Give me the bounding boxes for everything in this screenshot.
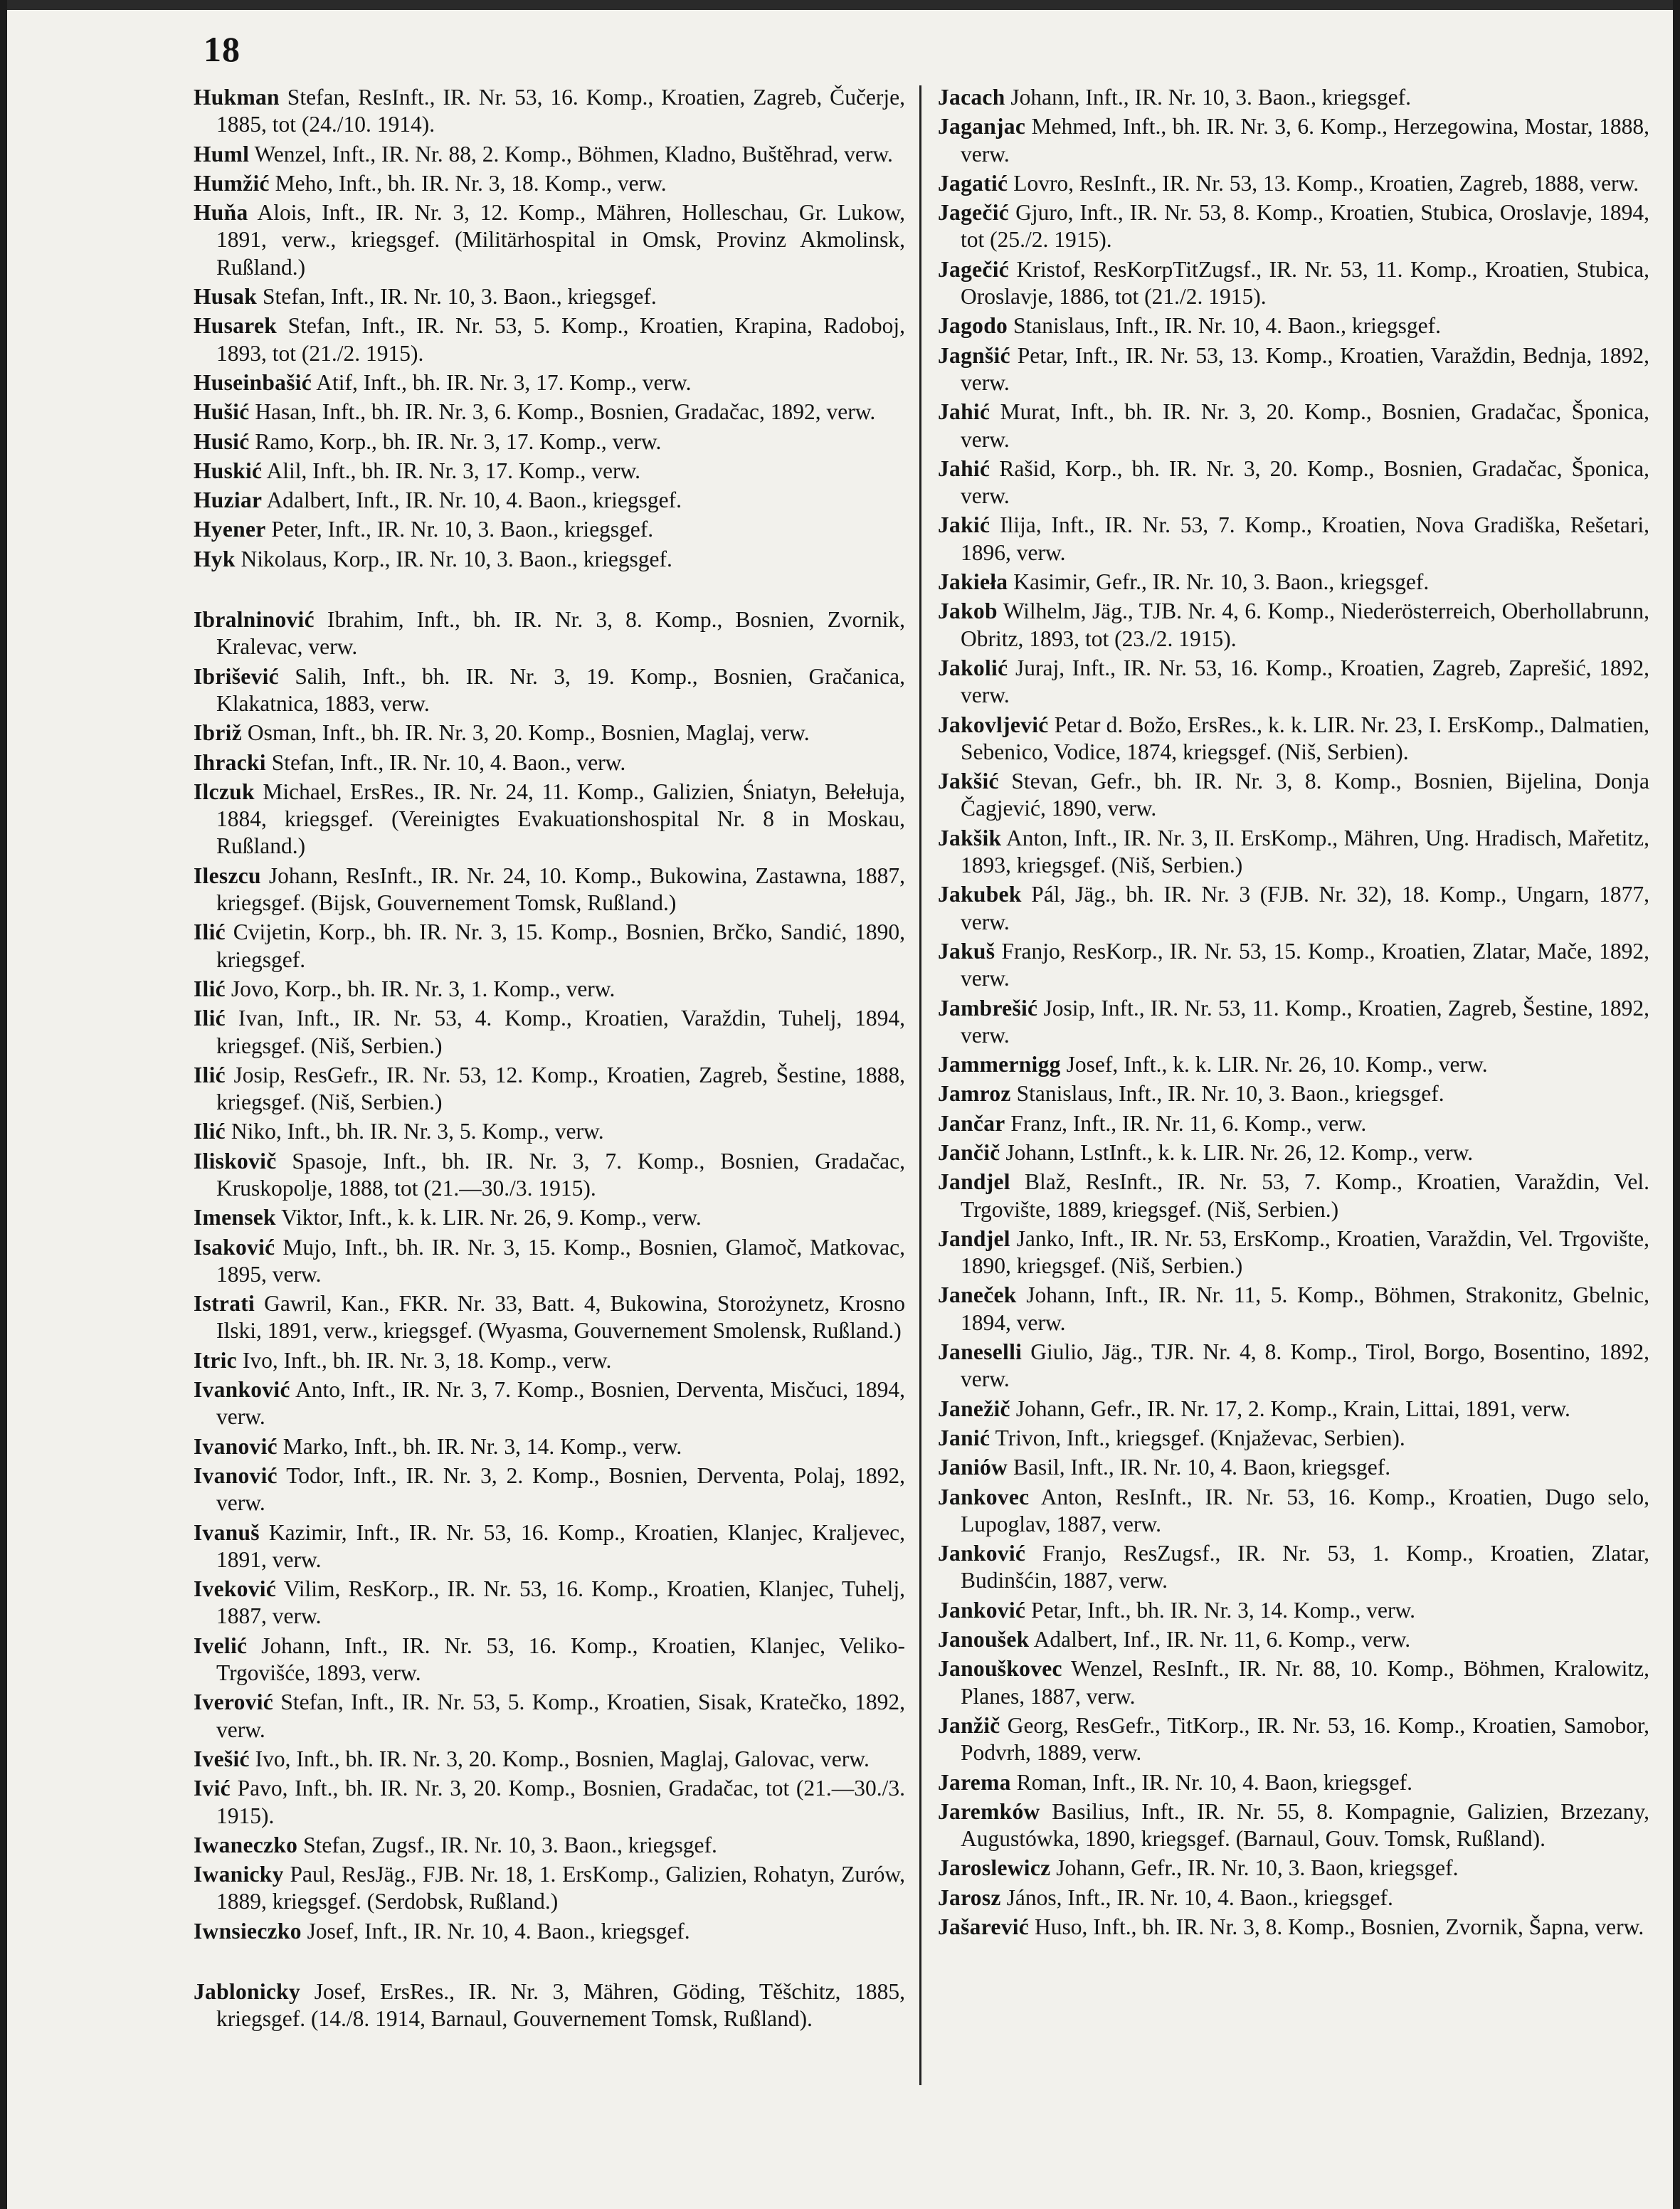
list-entry bbox=[194, 1204, 905, 1231]
entry-details: Johann, Inft., IR. Nr. 10, 3. Baon., kriegsgef. bbox=[1010, 85, 1411, 110]
entry-surname: Jakšik bbox=[938, 825, 1002, 850]
entry-surname: Jakieła bbox=[938, 569, 1008, 595]
entry-details: Jovo, Korp., bh. IR. Nr. 3, 1. Komp., verw. bbox=[231, 976, 616, 1001]
entry-surname: Hyener bbox=[194, 517, 266, 542]
entry-details: Basilius, Inft., IR. Nr. 55, 8. Kompagnie, Galizien, Brzezany, Augustówka, 1890, kriegsgef. (Barnaul, Gouv. Tomsk, Rußland). bbox=[961, 1798, 1649, 1852]
entry-details: Marko, Inft., bh. IR. Nr. 3, 14. Komp., verw. bbox=[282, 1433, 682, 1459]
entry-surname: Huml bbox=[194, 141, 250, 167]
entry-surname: Jaroslewicz bbox=[938, 1855, 1051, 1881]
entry-details: Atif, Inft., bh. IR. Nr. 3, 17. Komp., verw. bbox=[316, 369, 692, 395]
entry-details: Adalbert, Inft., IR. Nr. 10, 4. Baon., kriegsgef. bbox=[266, 487, 682, 513]
entry-details: Salih, Inft., bh. IR. Nr. 3, 19. Komp., Bosnien, Gračanica, Klakatnica, 1883, verw. bbox=[216, 663, 906, 716]
entry-details: Josef, Inft., k. k. LIR. Nr. 26, 10. Komp., verw. bbox=[1066, 1052, 1488, 1077]
entry-surname: Jakšić bbox=[938, 769, 999, 794]
scan-edge-top bbox=[0, 0, 1680, 10]
list-entry bbox=[938, 1597, 1649, 1624]
entry-surname: Ivanković bbox=[194, 1377, 290, 1403]
entry-surname: Jagečić bbox=[938, 256, 1010, 282]
list-entry bbox=[938, 1169, 1649, 1223]
list-entry bbox=[938, 881, 1649, 936]
list-entry bbox=[938, 1282, 1649, 1337]
entry-details: Peter, Inft., IR. Nr. 10, 3. Baon., kriegsgef. bbox=[271, 517, 654, 542]
entry-details: Michael, ErsRes., IR. Nr. 24, 11. Komp., Galizien, Śniatyn, Bełełuja, 1884, kriegsgef. (Vereinigtes Evakuationshospital Nr. 8 in Moskau, Rußland.) bbox=[216, 779, 906, 859]
column-divider bbox=[919, 85, 921, 2085]
list-entry bbox=[938, 1139, 1649, 1166]
list-entry bbox=[938, 1110, 1649, 1137]
entry-surname: Isaković bbox=[194, 1234, 275, 1260]
entry-surname: Jakuš bbox=[938, 938, 995, 964]
entry-surname: Janić bbox=[938, 1425, 990, 1450]
section-h bbox=[194, 84, 905, 573]
entry-details: Petar d. Božo, ErsRes., k. k. LIR. Nr. 23, I. ErsKomp., Dalmatien, Sebenico, Vodice, 1874, kriegsgef. (Niš, Serbien). bbox=[961, 712, 1650, 764]
entry-details: Ivan, Inft., IR. Nr. 53, 4. Komp., Kroatien, Varaždin, Tuhelj, 1894, kriegsgef. (Niš, Serbien.) bbox=[216, 1006, 905, 1058]
entry-surname: Hukman bbox=[194, 85, 280, 110]
entry-surname: Ivešić bbox=[194, 1746, 250, 1771]
entry-surname: Jagečić bbox=[938, 200, 1010, 226]
entry-details: Huso, Inft., bh. IR. Nr. 3, 8. Komp., Bosnien, Zvornik, Šapna, verw. bbox=[1034, 1914, 1644, 1939]
entry-surname: Ilić bbox=[194, 1006, 226, 1031]
entry-surname: Jančar bbox=[938, 1110, 1005, 1136]
entry-details: Petar, Inft., bh. IR. Nr. 3, 14. Komp., verw. bbox=[1031, 1597, 1416, 1623]
page-number: 18 bbox=[204, 29, 241, 69]
list-entry bbox=[194, 458, 905, 485]
entry-details: Georg, ResGefr., TitKorp., IR. Nr. 53, 16. Komp., Kroatien, Samobor, Podvrh, 1889, verw. bbox=[961, 1712, 1649, 1766]
entry-details: Mujo, Inft., bh. IR. Nr. 3, 15. Komp., Bosnien, Glamoč, Matkovac, 1895, verw. bbox=[216, 1234, 905, 1287]
entry-details: Kristof, ResKorpTitZugsf., IR. Nr. 53, 11. Komp., Kroatien, Stubica, Oroslavje, 1886, tot (21./2. 1915). bbox=[961, 256, 1650, 310]
list-entry bbox=[194, 546, 905, 573]
entry-surname: Ivanović bbox=[194, 1433, 278, 1459]
entry-details: Franjo, ResKorp., IR. Nr. 53, 15. Komp., Kroatien, Zlatar, Mače, 1892, verw. bbox=[961, 938, 1650, 991]
entry-surname: Jakovljević bbox=[938, 712, 1049, 737]
list-entry bbox=[938, 312, 1649, 339]
entry-surname: Jacach bbox=[938, 85, 1005, 110]
entry-details: Pavo, Inft., bh. IR. Nr. 3, 20. Komp., Bosnien, Gradačac, tot (21.—30./3. 1915). bbox=[216, 1776, 905, 1828]
entry-surname: Ivanović bbox=[194, 1462, 278, 1488]
entry-surname: Jančič bbox=[938, 1139, 1000, 1165]
entry-details: Stanislaus, Inft., IR. Nr. 10, 3. Baon., kriegsgef. bbox=[1016, 1081, 1444, 1107]
list-entry bbox=[938, 1855, 1649, 1882]
entry-surname: Jablonicky bbox=[194, 1979, 301, 2004]
entry-details: Cvijetin, Korp., bh. IR. Nr. 3, 15. Komp., Bosnien, Brčko, Sandić, 1890, kriegsgef. bbox=[216, 919, 906, 972]
entry-details: Ibrahim, Inft., bh. IR. Nr. 3, 8. Komp., Bosnien, Zvornik, Kralevac, verw. bbox=[216, 607, 905, 660]
entry-details: Ivo, Inft., bh. IR. Nr. 3, 18. Komp., verw. bbox=[242, 1347, 612, 1373]
entry-details: Spasoje, Inft., bh. IR. Nr. 3, 7. Komp., Bosnien, Gradačac, Kruskopolje, 1888, tot (21.—30./3. 1915). bbox=[216, 1148, 906, 1201]
list-entry bbox=[938, 113, 1649, 168]
list-entry bbox=[938, 1425, 1649, 1452]
entry-details: Ilija, Inft., IR. Nr. 53, 7. Komp., Kroatien, Nova Gradiška, Rešetari, 1896, verw. bbox=[961, 512, 1650, 565]
entry-surname: Iwaneczko bbox=[194, 1832, 298, 1857]
list-entry bbox=[194, 170, 905, 197]
entry-surname: Janoušek bbox=[938, 1627, 1030, 1652]
entry-surname: Hyk bbox=[194, 546, 236, 571]
list-entry bbox=[194, 1832, 905, 1859]
entry-surname: Jamroz bbox=[938, 1081, 1011, 1107]
entry-surname: Ileszcu bbox=[194, 863, 261, 888]
scan-edge-right bbox=[1673, 0, 1680, 2209]
entry-details: Stefan, Inft., IR. Nr. 10, 3. Baon., kriegsgef. bbox=[262, 284, 657, 310]
entry-details: Stefan, Inft., IR. Nr. 10, 4. Baon., verw. bbox=[271, 749, 626, 775]
entry-details: Lovro, ResInft., IR. Nr. 53, 13. Komp., Kroatien, Zagreb, 1888, verw. bbox=[1013, 170, 1639, 196]
entry-details: Adalbert, Inf., IR. Nr. 11, 6. Komp., verw. bbox=[1033, 1627, 1411, 1652]
entry-details: Juraj, Inft., IR. Nr. 53, 16. Komp., Kroatien, Zagreb, Zaprešić, 1892, verw. bbox=[961, 655, 1650, 708]
list-entry bbox=[194, 663, 905, 718]
list-entry bbox=[194, 1689, 905, 1744]
entry-details: Stefan, Inft., IR. Nr. 53, 5. Komp., Kroatien, Krapina, Radoboj, 1893, tot (21./2. 1915). bbox=[216, 313, 905, 366]
list-entry bbox=[194, 369, 905, 396]
entry-surname: Ilczuk bbox=[194, 779, 255, 804]
list-entry bbox=[938, 1051, 1649, 1078]
entry-surname: Ilić bbox=[194, 919, 226, 945]
entry-details: Alois, Inft., IR. Nr. 3, 12. Komp., Mähren, Holleschau, Gr. Lukow, 1891, verw., kriegsgef. (Militärhospital in Omsk, Provinz Akmolinsk, Rußland.) bbox=[216, 200, 905, 280]
entry-surname: Husić bbox=[194, 428, 250, 454]
list-entry bbox=[194, 606, 905, 661]
entry-surname: Jakolić bbox=[938, 655, 1008, 680]
entry-surname: Ibralninović bbox=[194, 607, 315, 633]
entry-details: Mehmed, Inft., bh. IR. Nr. 3, 6. Komp., Herzegowina, Mostar, 1888, verw. bbox=[961, 114, 1649, 167]
entry-details: Stevan, Gefr., bh. IR. Nr. 3, 8. Komp., Bosnien, Bijelina, Donja Čagjević, 1890, verw. bbox=[961, 769, 1650, 821]
list-entry bbox=[194, 1576, 905, 1630]
list-entry bbox=[938, 1884, 1649, 1912]
list-entry bbox=[194, 283, 905, 310]
entry-details: Johann, Gefr., IR. Nr. 17, 2. Komp., Krain, Littai, 1891, verw. bbox=[1015, 1396, 1570, 1421]
list-entry bbox=[938, 1712, 1649, 1767]
list-entry bbox=[194, 976, 905, 1003]
list-entry bbox=[194, 1462, 905, 1517]
entry-details: Josip, ResGefr., IR. Nr. 53, 12. Komp., Kroatien, Zagreb, Šestine, 1888, kriegsgef. (Niš, Serbien.) bbox=[216, 1062, 906, 1115]
list-entry bbox=[938, 512, 1649, 566]
list-entry bbox=[194, 487, 905, 514]
list-entry bbox=[938, 199, 1649, 254]
entry-details: Gjuro, Inft., IR. Nr. 53, 8. Komp., Kroatien, Stubica, Oroslavje, 1894, tot (25./2. 1915). bbox=[961, 200, 1650, 253]
list-entry bbox=[194, 84, 905, 139]
entry-surname: Imensek bbox=[194, 1205, 276, 1230]
list-entry bbox=[194, 1433, 905, 1460]
entry-surname: Iwnsieczko bbox=[194, 1918, 302, 1944]
list-entry bbox=[938, 1339, 1649, 1393]
entry-surname: Jagnšić bbox=[938, 342, 1010, 368]
section-i bbox=[194, 606, 905, 1945]
entry-surname: Ivanuš bbox=[194, 1519, 260, 1545]
entry-details: Johann, LstInft., k. k. LIR. Nr. 26, 12. Komp., verw. bbox=[1005, 1139, 1474, 1165]
section-j bbox=[194, 1978, 905, 2033]
entry-surname: Jagodo bbox=[938, 313, 1008, 339]
list-entry bbox=[938, 712, 1649, 766]
entry-surname: Iwanicky bbox=[194, 1862, 284, 1887]
list-entry bbox=[194, 1290, 905, 1345]
scan-edge-left bbox=[0, 0, 7, 2209]
entry-surname: Huňa bbox=[194, 200, 248, 226]
entry-details: Stanislaus, Inft., IR. Nr. 10, 4. Baon., kriegsgef. bbox=[1013, 313, 1442, 339]
entry-surname: Jammernigg bbox=[938, 1052, 1061, 1077]
entry-details: Kasimir, Gefr., IR. Nr. 10, 3. Baon., kriegsgef. bbox=[1013, 569, 1430, 595]
list-entry bbox=[194, 1978, 905, 2033]
entry-surname: Huziar bbox=[194, 487, 263, 513]
entry-surname: Ibriž bbox=[194, 720, 242, 746]
entry-surname: Husarek bbox=[194, 313, 278, 339]
list-entry bbox=[938, 1454, 1649, 1481]
entry-details: Murat, Inft., bh. IR. Nr. 3, 20. Komp., Bosnien, Gradačac, Šponica, verw. bbox=[961, 399, 1649, 452]
entry-surname: Jašarević bbox=[938, 1914, 1030, 1939]
entry-details: Stefan, ResInft., IR. Nr. 53, 16. Komp., Kroatien, Zagreb, Čučerje, 1885, tot (24./10. 1914). bbox=[216, 85, 906, 137]
list-entry bbox=[194, 1234, 905, 1289]
list-entry bbox=[194, 1633, 905, 1687]
entry-details: Johann, Inft., IR. Nr. 11, 5. Komp., Böhmen, Strakonitz, Gbelnic, 1894, verw. bbox=[961, 1282, 1649, 1335]
entry-surname: Iverović bbox=[194, 1689, 274, 1715]
list-entry bbox=[938, 825, 1649, 880]
list-entry bbox=[938, 1540, 1649, 1595]
entry-details: Johann, Gefr., IR. Nr. 10, 3. Baon, kriegsgef. bbox=[1056, 1855, 1459, 1881]
entry-surname: Iliskovič bbox=[194, 1148, 277, 1174]
list-entry bbox=[194, 399, 905, 426]
list-entry bbox=[194, 428, 905, 455]
list-entry bbox=[938, 569, 1649, 596]
entry-surname: Huseinbašić bbox=[194, 369, 312, 395]
entry-surname: Humžić bbox=[194, 170, 270, 196]
entry-details: Franz, Inft., IR. Nr. 11, 6. Komp., verw. bbox=[1010, 1110, 1367, 1136]
entry-details: Petar, Inft., IR. Nr. 53, 13. Komp., Kroatien, Varaždin, Bednja, 1892, verw. bbox=[961, 342, 1649, 395]
entry-details: Niko, Inft., bh. IR. Nr. 3, 5. Komp., verw. bbox=[231, 1119, 604, 1144]
list-entry bbox=[194, 1118, 905, 1145]
list-entry bbox=[938, 1626, 1649, 1653]
list-entry bbox=[194, 199, 905, 281]
entry-details: Wenzel, ResInft., IR. Nr. 88, 10. Komp., Böhmen, Kralowitz, Planes, 1887, verw. bbox=[961, 1656, 1649, 1709]
entry-surname: Jarema bbox=[938, 1769, 1011, 1795]
section-spacer bbox=[194, 575, 905, 606]
list-entry bbox=[938, 1225, 1649, 1280]
entry-surname: Iveković bbox=[194, 1576, 277, 1602]
entry-surname: Jahić bbox=[938, 455, 990, 481]
list-entry bbox=[938, 1080, 1649, 1107]
entry-surname: Jakob bbox=[938, 599, 998, 624]
left-column bbox=[194, 84, 905, 2035]
list-entry bbox=[194, 141, 905, 168]
entry-details: Giulio, Jäg., TJR. Nr. 4, 8. Komp., Tirol, Borgo, Bosentino, 1892, verw. bbox=[961, 1339, 1649, 1392]
list-entry bbox=[938, 342, 1649, 397]
entry-details: Pál, Jäg., bh. IR. Nr. 3 (FJB. Nr. 32), 18. Komp., Ungarn, 1877, verw. bbox=[961, 882, 1649, 934]
entry-surname: Hušić bbox=[194, 399, 250, 425]
entry-surname: Itric bbox=[194, 1347, 237, 1373]
entry-surname: Ihracki bbox=[194, 749, 266, 775]
list-entry bbox=[194, 1347, 905, 1374]
list-entry bbox=[938, 1798, 1649, 1853]
entry-surname: Ilić bbox=[194, 976, 226, 1001]
list-entry bbox=[194, 516, 905, 543]
entry-surname: Janiów bbox=[938, 1455, 1008, 1480]
list-entry bbox=[938, 170, 1649, 197]
list-entry bbox=[194, 1519, 905, 1574]
entry-details: Anto, Inft., IR. Nr. 3, 7. Komp., Bosnien, Derventa, Misčuci, 1894, verw. bbox=[216, 1377, 906, 1430]
list-entry bbox=[938, 84, 1649, 111]
entry-details: Nikolaus, Korp., IR. Nr. 10, 3. Baon., kriegsgef. bbox=[241, 546, 672, 571]
list-entry bbox=[194, 719, 905, 747]
entry-details: Josip, Inft., IR. Nr. 53, 11. Komp., Kroatien, Zagreb, Šestine, 1892, verw. bbox=[961, 995, 1649, 1048]
list-entry bbox=[194, 1005, 905, 1060]
entry-surname: Janežič bbox=[938, 1396, 1010, 1421]
list-entry bbox=[938, 1484, 1649, 1539]
entry-surname: Jahić bbox=[938, 399, 990, 425]
entry-surname: Ibrišević bbox=[194, 663, 279, 689]
list-entry bbox=[938, 256, 1649, 311]
entry-details: Hasan, Inft., bh. IR. Nr. 3, 6. Komp., Bosnien, Gradačac, 1892, verw. bbox=[255, 399, 876, 425]
entry-details: Stefan, Inft., IR. Nr. 53, 5. Komp., Kroatien, Sisak, Kratečko, 1892, verw. bbox=[216, 1689, 905, 1742]
list-entry bbox=[938, 455, 1649, 510]
list-entry bbox=[194, 312, 905, 367]
list-entry bbox=[938, 768, 1649, 823]
entry-details: Kazimir, Inft., IR. Nr. 53, 16. Komp., Kroatien, Klanjec, Kraljevec, 1891, verw. bbox=[216, 1519, 906, 1572]
entry-details: Alil, Inft., bh. IR. Nr. 3, 17. Komp., verw. bbox=[266, 458, 641, 483]
entry-details: Paul, ResJäg., FJB. Nr. 18, 1. ErsKomp., Galizien, Rohatyn, Zurów, 1889, kriegsgef. (Serdobsk, Rußland.) bbox=[216, 1862, 905, 1914]
list-entry bbox=[938, 399, 1649, 453]
entry-surname: Jaremków bbox=[938, 1798, 1040, 1824]
entry-surname: Husak bbox=[194, 284, 258, 310]
list-entry bbox=[938, 995, 1649, 1050]
entry-details: Ramo, Korp., bh. IR. Nr. 3, 17. Komp., verw. bbox=[255, 428, 662, 454]
list-entry bbox=[194, 1062, 905, 1117]
section-spacer bbox=[194, 1947, 905, 1978]
entry-surname: Janouškovec bbox=[938, 1656, 1062, 1682]
entry-surname: Istrati bbox=[194, 1291, 255, 1317]
list-entry bbox=[194, 919, 905, 974]
list-entry bbox=[194, 1918, 905, 1945]
entry-surname: Ilić bbox=[194, 1119, 226, 1144]
right-column bbox=[938, 84, 1649, 1943]
list-entry bbox=[938, 1396, 1649, 1423]
entry-details: Johann, ResInft., IR. Nr. 24, 10. Komp., Bukowina, Zastawna, 1887, kriegsgef. (Bijsk, Gouvernement Tomsk, Rußland.) bbox=[216, 863, 906, 916]
entry-details: Anton, Inft., IR. Nr. 3, II. ErsKomp., Mähren, Ung. Hradisch, Mařetitz, 1893, kriegsgef. (Niš, Serbien.) bbox=[961, 825, 1649, 878]
entry-details: Roman, Inft., IR. Nr. 10, 4. Baon, kriegsgef. bbox=[1016, 1769, 1412, 1795]
list-entry bbox=[938, 1655, 1649, 1710]
list-entry bbox=[938, 598, 1649, 653]
list-entry bbox=[194, 749, 905, 776]
entry-surname: Jandjel bbox=[938, 1169, 1010, 1195]
entry-details: Blaž, ResInft., IR. Nr. 53, 7. Komp., Kroatien, Varaždin, Vel. Trgovište, 1889, kriegsgef. (Niš, Serbien.) bbox=[961, 1169, 1650, 1222]
entry-details: Franjo, ResZugsf., IR. Nr. 53, 1. Komp., Kroatien, Zlatar, Budinšćin, 1887, verw. bbox=[961, 1541, 1650, 1593]
list-entry bbox=[194, 1775, 905, 1830]
entry-surname: Jarosz bbox=[938, 1884, 1001, 1910]
entry-details: Anton, ResInft., IR. Nr. 53, 16. Komp., Kroatien, Dugo selo, Lupoglav, 1887, verw. bbox=[961, 1484, 1649, 1536]
entry-surname: Jaganjac bbox=[938, 114, 1026, 139]
entry-surname: Ivić bbox=[194, 1776, 231, 1801]
entry-details: Wenzel, Inft., IR. Nr. 88, 2. Komp., Böhmen, Kladno, Buštěhrad, verw. bbox=[254, 141, 893, 167]
entry-surname: Janeček bbox=[938, 1282, 1017, 1308]
entry-surname: Jakubek bbox=[938, 882, 1022, 907]
entry-details: Meho, Inft., bh. IR. Nr. 3, 18. Komp., verw. bbox=[275, 170, 667, 196]
entry-details: Trivon, Inft., kriegsgef. (Knjaževac, Serbien). bbox=[995, 1425, 1405, 1450]
entry-details: Osman, Inft., bh. IR. Nr. 3, 20. Komp., Bosnien, Maglaj, verw. bbox=[247, 720, 810, 746]
entry-details: Janko, Inft., IR. Nr. 53, ErsKomp., Kroatien, Varaždin, Vel. Trgovište, 1890, kriegsgef. (Niš, Serbien.) bbox=[961, 1225, 1650, 1279]
entry-details: Vilim, ResKorp., IR. Nr. 53, 16. Komp., Kroatien, Klanjec, Tuhelj, 1887, verw. bbox=[216, 1576, 905, 1629]
entry-details: Ivo, Inft., bh. IR. Nr. 3, 20. Komp., Bosnien, Maglaj, Galovac, verw. bbox=[255, 1746, 870, 1771]
list-entry bbox=[938, 1769, 1649, 1796]
entry-surname: Janković bbox=[938, 1541, 1026, 1566]
list-entry bbox=[194, 1376, 905, 1431]
entry-details: Wilhelm, Jäg., TJB. Nr. 4, 6. Komp., Niederösterreich, Oberhollabrunn, Obritz, 1893, tot (23./2. 1915). bbox=[961, 599, 1649, 651]
list-entry bbox=[938, 655, 1649, 710]
entry-details: Josef, Inft., IR. Nr. 10, 4. Baon., kriegsgef. bbox=[307, 1918, 690, 1944]
list-entry bbox=[194, 863, 905, 917]
entry-surname: Jambrešić bbox=[938, 995, 1038, 1021]
entry-surname: Jankovec bbox=[938, 1484, 1030, 1509]
entry-surname: Janeselli bbox=[938, 1339, 1023, 1365]
entry-surname: Ilić bbox=[194, 1062, 226, 1087]
list-entry bbox=[194, 1746, 905, 1773]
entry-surname: Huskić bbox=[194, 458, 263, 483]
entry-surname: Jandjel bbox=[938, 1225, 1010, 1251]
entry-details: Viktor, Inft., k. k. LIR. Nr. 26, 9. Komp., verw. bbox=[281, 1205, 702, 1230]
entry-surname: Janžič bbox=[938, 1712, 1000, 1738]
list-entry bbox=[194, 1148, 905, 1203]
list-entry bbox=[938, 938, 1649, 993]
entry-surname: Janković bbox=[938, 1597, 1026, 1623]
list-entry bbox=[938, 1914, 1649, 1941]
entry-details: Rašid, Korp., bh. IR. Nr. 3, 20. Komp., Bosnien, Gradačac, Šponica, verw. bbox=[961, 455, 1650, 509]
entry-surname: Jagatić bbox=[938, 170, 1008, 196]
entry-surname: Ivelić bbox=[194, 1633, 248, 1658]
entry-details: Gawril, Kan., FKR. Nr. 33, Batt. 4, Bukowina, Storożynetz, Krosno Ilski, 1891, verw., kriegsgef. (Wyasma, Gouvernement Smolensk, Rußland.) bbox=[216, 1291, 905, 1344]
entry-details: Basil, Inft., IR. Nr. 10, 4. Baon, kriegsgef. bbox=[1013, 1455, 1391, 1480]
entry-details: Josef, ErsRes., IR. Nr. 3, Mähren, Göding, Těšchitz, 1885, kriegsgef. (14./8. 1914, Barnaul, Gouvernement Tomsk, Rußland). bbox=[216, 1979, 905, 2032]
entry-details: János, Inft., IR. Nr. 10, 4. Baon., kriegsgef. bbox=[1006, 1884, 1393, 1910]
list-entry bbox=[194, 779, 905, 860]
entry-details: Stefan, Zugsf., IR. Nr. 10, 3. Baon., kriegsgef. bbox=[303, 1832, 717, 1857]
entry-details: Johann, Inft., IR. Nr. 53, 16. Komp., Kroatien, Klanjec, Veliko-Trgovišće, 1893, verw. bbox=[216, 1633, 905, 1686]
list-entry bbox=[194, 1861, 905, 1916]
entry-surname: Jakić bbox=[938, 512, 990, 538]
entry-details: Todor, Inft., IR. Nr. 3, 2. Komp., Bosnien, Derventa, Polaj, 1892, verw. bbox=[216, 1462, 905, 1516]
